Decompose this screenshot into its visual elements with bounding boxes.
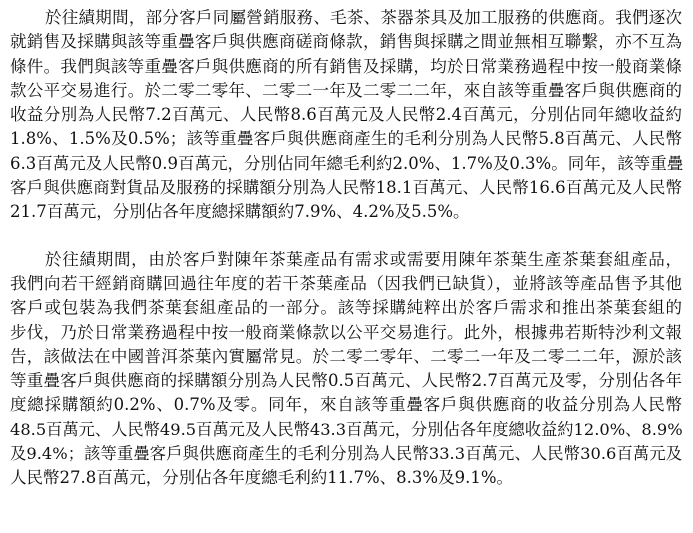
paragraph-line: 收益分別為人民幣7.2百萬元、人民幣8.6百萬元及人民幣2.4百萬元，分別佔同年總收益約 [10, 105, 682, 125]
paragraph-line: 21.7百萬元，分別佔各年度總採購額約7.9%、4.2%及5.5%。 [10, 202, 470, 222]
paragraph-spacer [10, 225, 682, 248]
paragraph-line: 我們向若干經銷商購回過往年度的若干茶葉產品（因我們已缺貨），並將該等產品售予其他 [10, 273, 682, 293]
paragraph-line: 1.8%、1.5%及0.5%；該等重疊客戶與供應商產生的毛利分別為人民幣5.8百萬元、人民幣 [10, 129, 682, 149]
paragraph-line: 步伐，乃於日常業務過程中按一般商業條款以公平交易進行。此外，根據弗若斯特沙利文報 [10, 322, 682, 342]
paragraph-line: 6.3百萬元及人民幣0.9百萬元，分別佔同年總毛利約2.0%、1.7%及0.3%。同年，該等重疊 [10, 153, 684, 173]
paragraph-line: 就銷售及採購與該等重疊客戶與供應商磋商條款，銷售與採購之間並無相互聯繫，亦不互為 [10, 32, 682, 52]
paragraph-line: 客戶或包裝為我們茶葉套組產品的一部分。該等採購純粹出於客戶需求和推出茶葉套組的 [10, 298, 682, 318]
paragraph-line: 及9.4%；該等重疊客戶與供應商產生的毛利分別為人民幣33.3百萬元、人民幣30.6百萬元及 [10, 444, 682, 464]
paragraph-line: 人民幣27.8百萬元，分別佔各年度總毛利約11.7%、8.3%及9.1%。 [10, 468, 513, 488]
paragraph-line: 客戶與供應商對貨品及服務的採購額分別為人民幣18.1百萬元、人民幣16.6百萬元及人民幣 [10, 178, 682, 198]
paragraph-aged-tea-repurchase [10, 248, 682, 491]
paragraph-line: 於往績期間，部分客戶同屬營銷服務、毛茶、茶器茶具及加工服務的供應商。我們逐次 [45, 8, 682, 27]
paragraph-line: 48.5百萬元、人民幣49.5百萬元及人民幣43.3百萬元，分別佔各年度總收益約12.0%、8.9% [10, 419, 683, 439]
paragraph-overlapping-customers-suppliers [10, 6, 682, 225]
paragraph-line: 等重疊客戶與供應商的採購額分別為人民幣0.5百萬元、人民幣2.7百萬元及零，分別佔各年 [10, 371, 682, 391]
document-page [10, 6, 682, 491]
paragraph-line: 度總採購額約0.2%、0.7%及零。同年，來自該等重疊客戶與供應商的收益分別為人民幣 [10, 395, 682, 415]
paragraph-line: 告，該做法在中國普洱茶葉內實屬常見。於二零二零年、二零二一年及二零二二年，源於該 [10, 346, 682, 366]
paragraph-line: 款公平交易進行。於二零二零年、二零二一年及二零二二年，來自該等重疊客戶與供應商的 [10, 80, 682, 100]
paragraph-line: 條件。我們與該等重疊客戶與供應商的所有銷售及採購，均於日常業務過程中按一般商業條 [10, 56, 682, 76]
paragraph-line: 於往績期間，由於客戶對陳年茶葉產品有需求或需要用陳年茶葉生產茶葉套組產品， [45, 249, 682, 269]
